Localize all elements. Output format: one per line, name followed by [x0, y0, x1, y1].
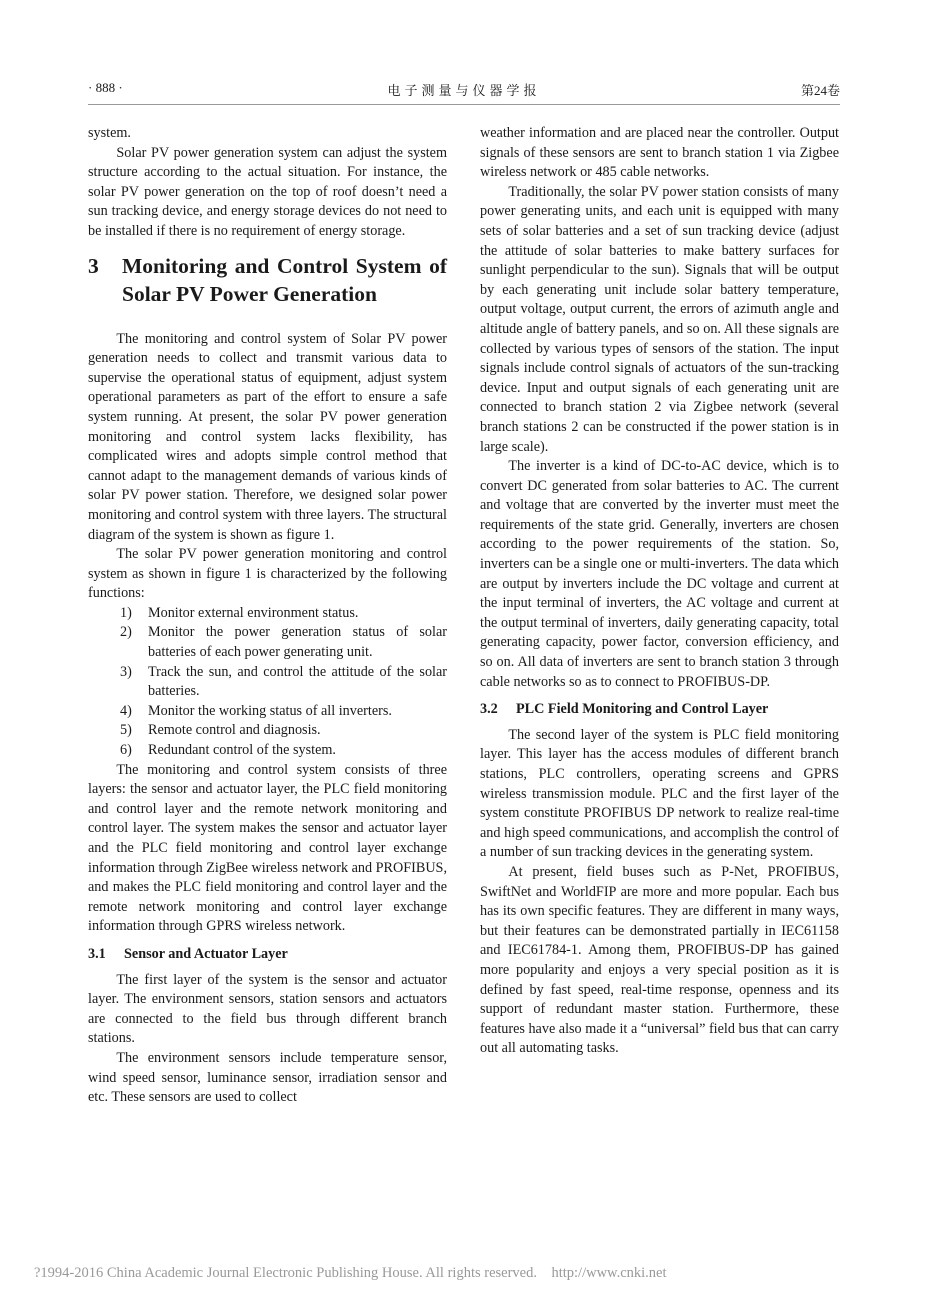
volume-label: 第24卷	[800, 83, 840, 98]
paragraph: The solar PV power generation monitoring and control system as shown in figure 1 is characterized by the following functions:	[88, 546, 447, 602]
paragraph: The environment sensors include temperature sensor, wind speed sensor, luminance sensor, irradiation sensor and etc. These sensors are used to collect	[88, 1049, 447, 1106]
paragraph: weather information and are placed near the controller. Output signals of these sensors are sent to branch station 1 via Zigbee wireless network or 485 cable networks.	[480, 125, 839, 181]
section-heading-3	[88, 252, 447, 308]
right-column	[480, 124, 839, 1059]
list-item: 1) Monitor external environment status.	[120, 604, 359, 621]
copyright-text: ?1994-2016 China Academic Journal Electronic Publishing House. All rights reserved.	[34, 1265, 537, 1281]
paragraph: Traditionally, the solar PV power station consists of many power generating units, and each unit is equipped with many sets of solar batteries and a set of sun tracking device (adjust the attitude of solar batteries to make battery surfaces for sunlight perpendicular to the sun). Signals that will be output by each generating unit include solar battery temperature, output voltage, output current, the errors of azimuth angle and altitude angle of battery panels, and so on. All these signals are collected by various types of sensors of the station. The input signals include control signals of actuators of the sun-tracking device. Input and output signals of each generating unit are connected to branch station 2 via Zigbee network (several branch stations 2 can be constructed if the power station is in large scale).	[480, 183, 839, 455]
running-header	[88, 80, 840, 102]
list-item: 2) Monitor the power generation status of solar batteries of each power generating unit.	[120, 624, 447, 661]
subsection-number: 3.1	[88, 945, 106, 962]
paragraph: Solar PV power generation system can adjust the system structure according to the actual situation. For instance, the solar PV power generation on the top of roof doesn’t need a sun tracking device, and energy storage devices do not need to be installed if there is no requirement of energy storage.	[88, 144, 447, 239]
subsection-heading-3-1	[88, 945, 447, 965]
subsection-heading-3-2	[480, 700, 839, 720]
page-number: · 888 ·	[88, 80, 123, 95]
function-list	[88, 604, 447, 761]
paragraph: The inverter is a kind of DC-to-AC device, which is to convert DC generated from solar batteries to AC. The current and voltage that are converted by the inverter must meet the requirements of the state grid. Generally, inverters are chosen according to the power requirements of the station. So, inverters can be a single one or multi-inverters. The data which are output by inverters include the DC voltage and current at the input terminal of inverters, the AC voltage and current at the output terminal of inverters, daily generating capacity, total generating capacity, power factor, conversion efficiency, and so on. All data of inverters are sent to branch station 3 through cable networks so as to connect to PROFIBUS-DP.	[480, 458, 839, 690]
paragraph: The monitoring and control system consists of three layers: the sensor and actuator layer, the PLC field monitoring and control layer and the remote network monitoring and control layer. The system makes the sensor and actuator layer and the PLC field monitoring and control layer exchange information through ZigBee wireless network and PROFIBUS, and makes the PLC field monitoring and control layer and the remote network monitoring and control layer exchange information through GPRS wireless network.	[88, 761, 447, 935]
left-column	[88, 124, 447, 1108]
subsection-title: PLC Field Monitoring and Control Layer	[516, 701, 769, 718]
section-title: Monitoring and Control System of Solar PV Power Generation	[122, 253, 447, 306]
list-item: 6) Redundant control of the system.	[120, 742, 336, 759]
cnki-url: http://www.cnki.net	[551, 1265, 667, 1281]
subsection-title: Sensor and Actuator Layer	[124, 945, 288, 962]
subsection-number: 3.2	[480, 701, 498, 718]
paragraph: At present, field buses such as P-Net, PROFIBUS, SwiftNet and WorldFIP are more and more popular. Each bus has its own specific features. They are different in many ways, but their features can be demonstrated partially in IEC61158 and IEC61784-1. Among them, PROFIBUS-DP has gained more popularity and enjoys a very special position as it is defined by fast speed, real-time response, openness and its support of redundant master station. Furthermore, these features have also made it a “universal” field bus that can carry out all automating tasks.	[480, 863, 839, 1057]
journal-name: 电子测量与仪器学报	[387, 83, 541, 98]
section-number: 3	[88, 253, 99, 278]
copyright-footer	[34, 1265, 894, 1282]
list-item: 4) Monitor the working status of all inverters.	[120, 702, 392, 719]
list-item: 5) Remote control and diagnosis.	[120, 722, 321, 739]
list-item: 3) Track the sun, and control the attitude of the solar batteries.	[120, 663, 447, 700]
paragraph: The monitoring and control system of Solar PV power generation needs to collect and transmit various data to supervise the operational status of equipment, adjust system operational parameters as part of the effort to ensure a safe system running. At present, the solar PV power generation monitoring and control system lacks flexibility, has complicated wires and adopts simple control method that cannot adapt to the management demands of various kinds of solar PV power station. Therefore, we designed solar power monitoring and control system with three layers. The structural diagram of the system is shown as figure 1.	[88, 330, 447, 543]
paragraph: The first layer of the system is the sensor and actuator layer. The environment sensors, station sensors and actuators are connected to the field bus through different branch stations.	[88, 971, 447, 1047]
paragraph: The second layer of the system is PLC field monitoring layer. This layer has the access modules of different branch stations, PLC controllers, operating screens and GPRS wireless transmission module. PLC and the first layer of the system constitute PROFIBUS DP network to realize real-time and high speed communications, and accomplish the control of a number of sun tracking devices in the generating system.	[480, 726, 839, 861]
header-divider	[88, 104, 840, 105]
paragraph: system.	[88, 125, 131, 141]
